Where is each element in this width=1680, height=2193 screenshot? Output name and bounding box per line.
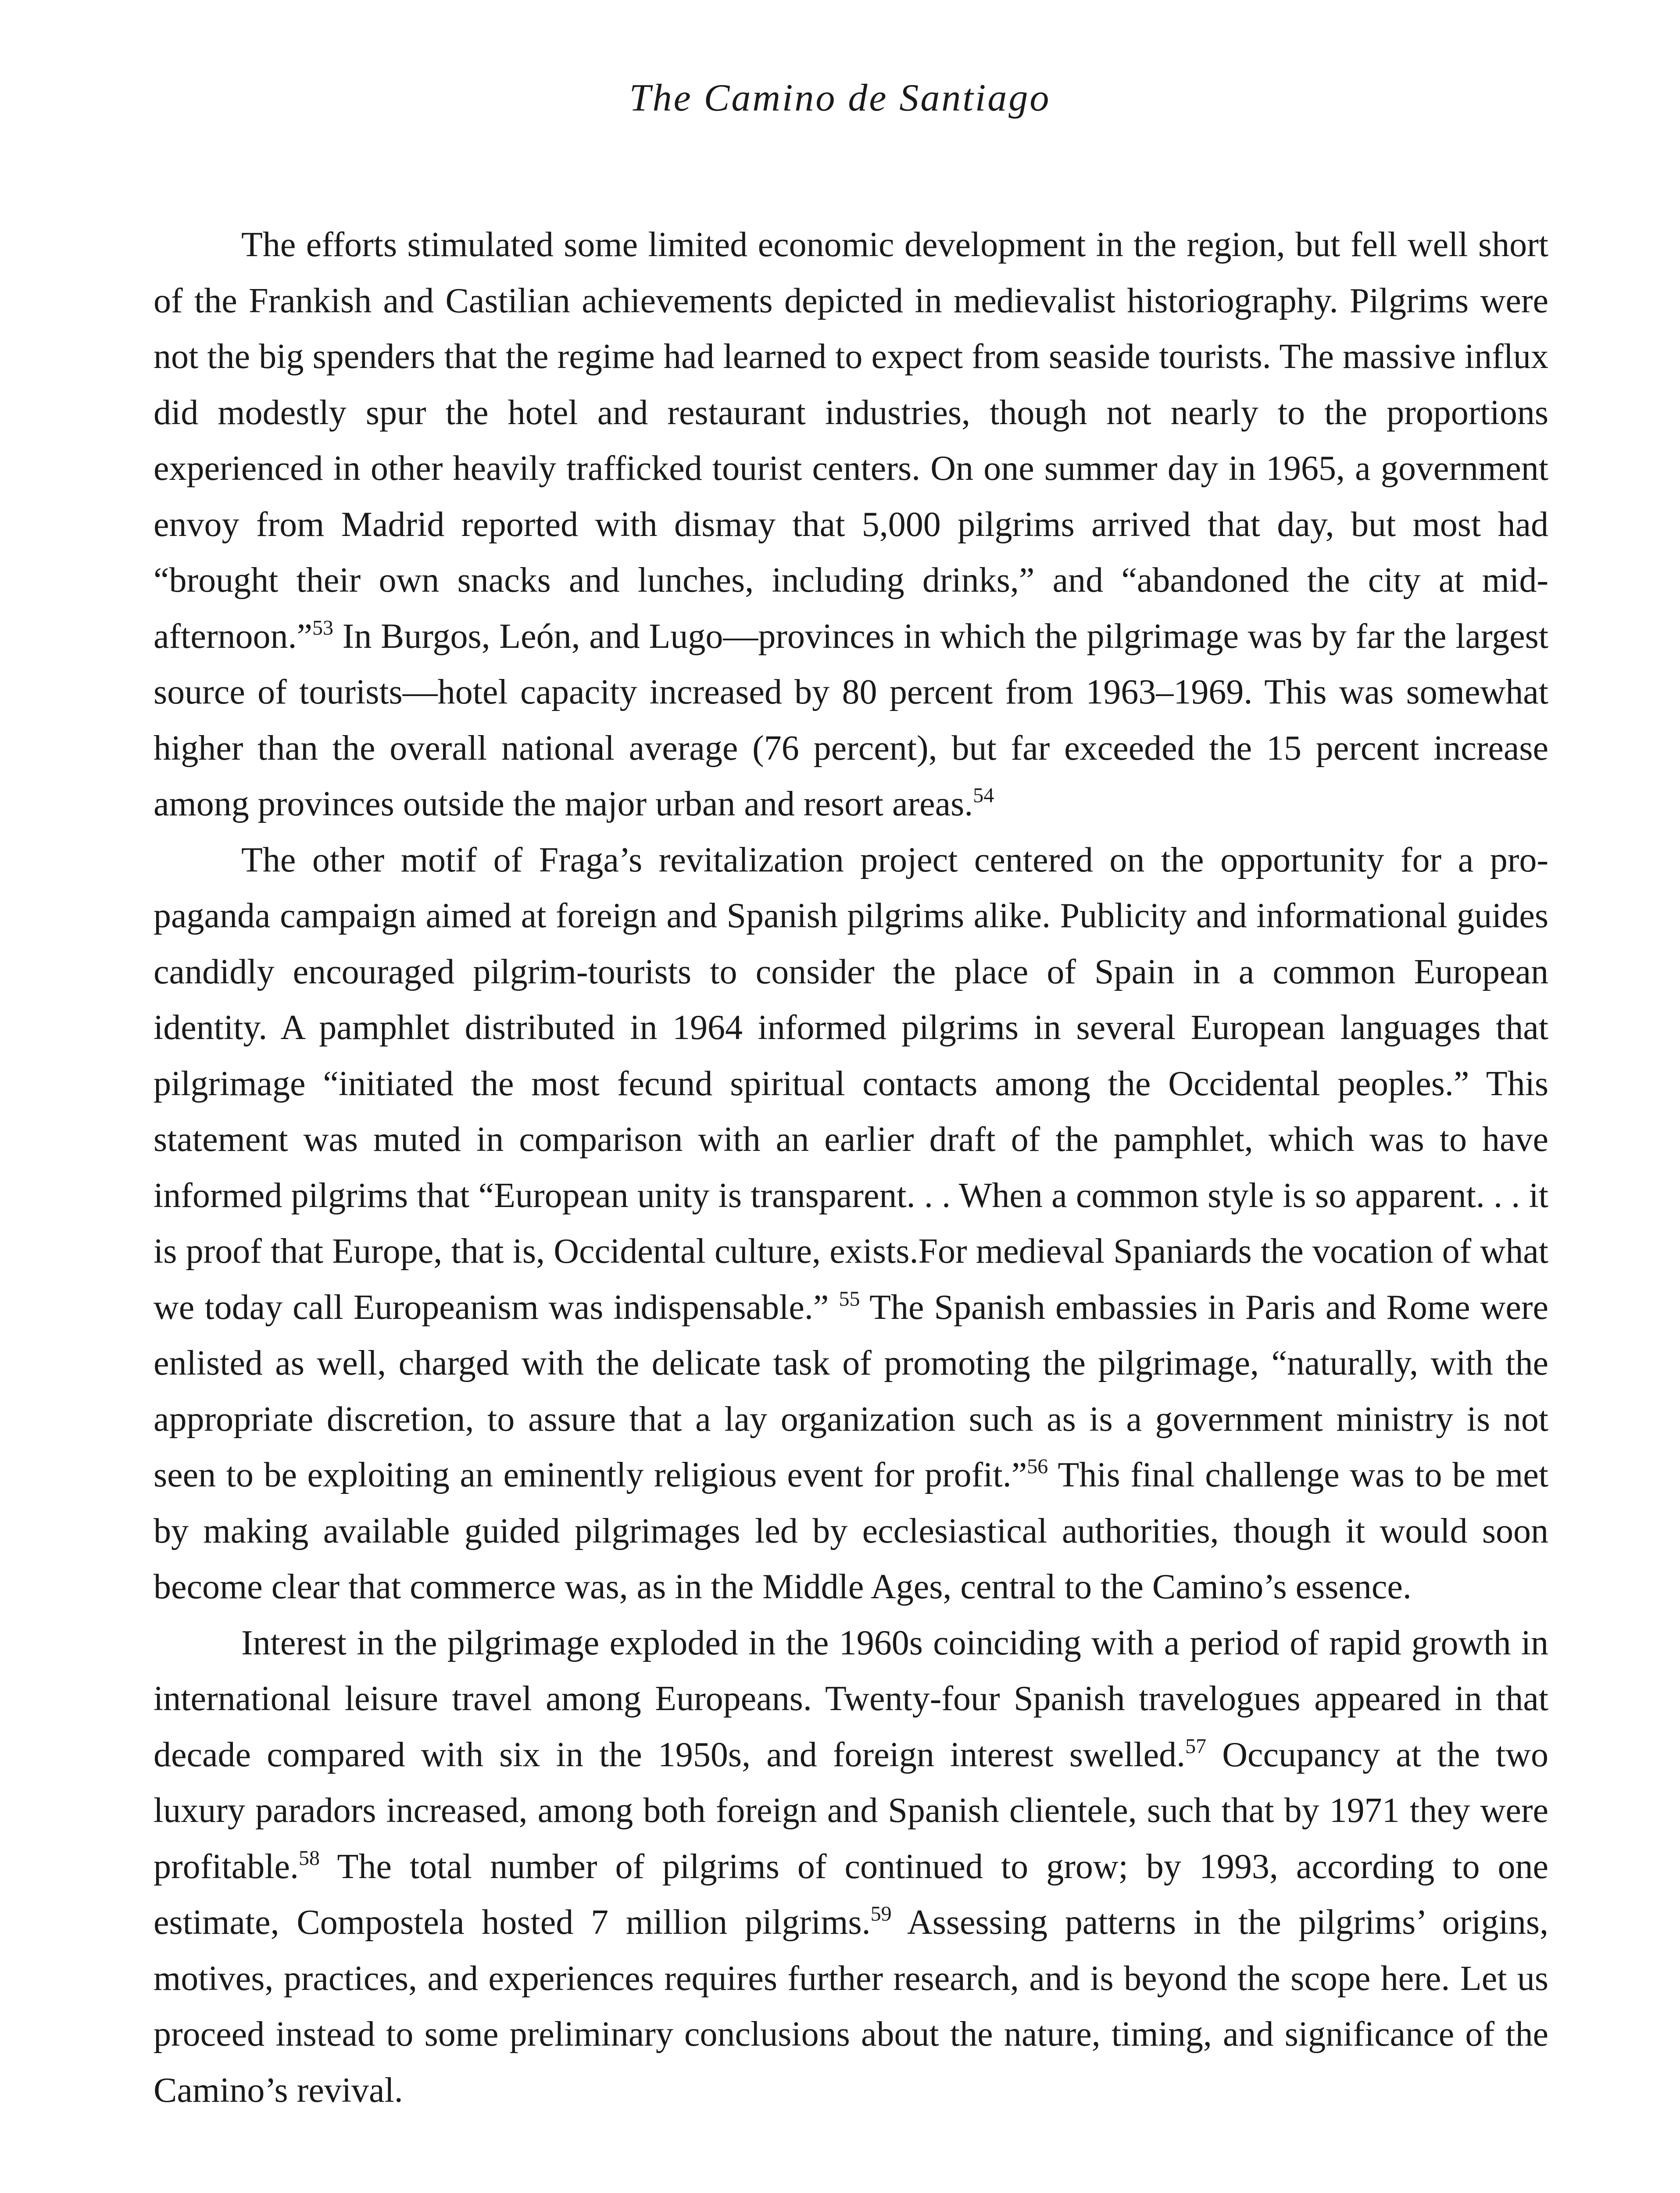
text-run: The total number of pilgrims of continued to grow; by 1993, according to one estimate, Compostela hosted 7 million pilgrims. bbox=[154, 1847, 1548, 1942]
running-head: The Camino de Santiago bbox=[629, 77, 1051, 119]
footnote-ref: 58 bbox=[298, 1846, 320, 1870]
text-run: Assessing patterns in the pilgrims’ origins, motives, practices, and experiences requires further research, and is beyond the scope here. Let us proceed instead to some preliminary conclusions about the nature, timing, and significance of the Camino’s revival. bbox=[154, 1903, 1548, 2110]
footnote-ref: 53 bbox=[312, 616, 334, 639]
text-run: The other motif of Fraga’s revitalization project centered on the opportunity for a propaganda campaign aimed at foreign and Spanish pilgrims alike. Publicity and informational guides candidly encouraged pilgrim-tourists to consider the place of Spain in a common European identity. A pamphlet distributed in 1964 informed pilgrims in several European languages that pilgrimage “initiated the most fecund spiritual contacts among the Occidental peoples.” This statement was muted in comparison with an earlier draft of the pamphlet, which was to have informed pilgrims that “European unity is transparent. . . When a common style is so apparent. . . it is proof that Europe, that is, Occidental culture, exists.For medieval Spaniards the vocation of what we today call Europeanism was indispensable.” bbox=[154, 840, 1548, 1327]
text-run: The Spanish embassies in Paris and Rome were enlisted as well, charged with the delicate task of promoting the pilgrimage, “naturally, with the appropriate discretion, to assure that a lay organization such as is a government ministry is not seen to be exploiting an eminently religious event for profit.” bbox=[154, 1288, 1548, 1494]
footnote-ref: 56 bbox=[1027, 1455, 1048, 1478]
paragraph-2 bbox=[154, 832, 1548, 1615]
footnote-ref: 55 bbox=[839, 1287, 860, 1311]
text-run: Interest in the pilgrimage exploded in the 1960s coinciding with a period of rapid growth in international leisure travel among Europeans. Twenty-four Spanish travelogues appeared in that decade compared with six in the 1950s, and foreign interest swelled. bbox=[154, 1623, 1548, 1774]
paragraph-1 bbox=[154, 217, 1548, 832]
footnote-ref: 57 bbox=[1185, 1734, 1207, 1758]
text-run: Occupancy at the two luxury paradors increased, among both foreign and Spanish clientele, such that by 1971 they were profitable. bbox=[154, 1735, 1548, 1886]
body-text bbox=[154, 217, 1548, 2118]
text-run: The efforts stimulated some limited economic development in the region, but fell well short of the Frankish and Castilian achievements depicted in medievalist historiography. Pilgrims were not the big spenders that the regime had learned to expect from seaside tourists. The massive influx did modestly spur the hotel and restaurant industries, though not nearly to the proportions experienced in other heavily trafficked tourist centers. On one summer day in 1965, a government envoy from Madrid reported with dismay that 5,000 pilgrims arrived that day, but most had “brought their own snacks and lunches, including drinks,” and “abandoned the city at mid-afternoon.” bbox=[154, 225, 1548, 656]
paragraph-3 bbox=[154, 1615, 1548, 2119]
footnote-ref: 54 bbox=[973, 784, 994, 807]
footnote-ref: 59 bbox=[870, 1902, 892, 1925]
text-run: This final challenge was to be met by making available guided pilgrimages led by ecclesiastical authorities, though it would soon become clear that commerce was, as in the Middle Ages, central to the Camino’s essence. bbox=[154, 1456, 1549, 1606]
text-run: In Burgos, León, and Lugo—provinces in which the pilgrimage was by far the largest source of tourists—hotel capacity increased by 80 percent from 1963–1969. This was somewhat higher than the overall national average (76 percent), but far exceeded the 15 percent increase among provinces outside the major urban and resort areas. bbox=[154, 617, 1548, 823]
